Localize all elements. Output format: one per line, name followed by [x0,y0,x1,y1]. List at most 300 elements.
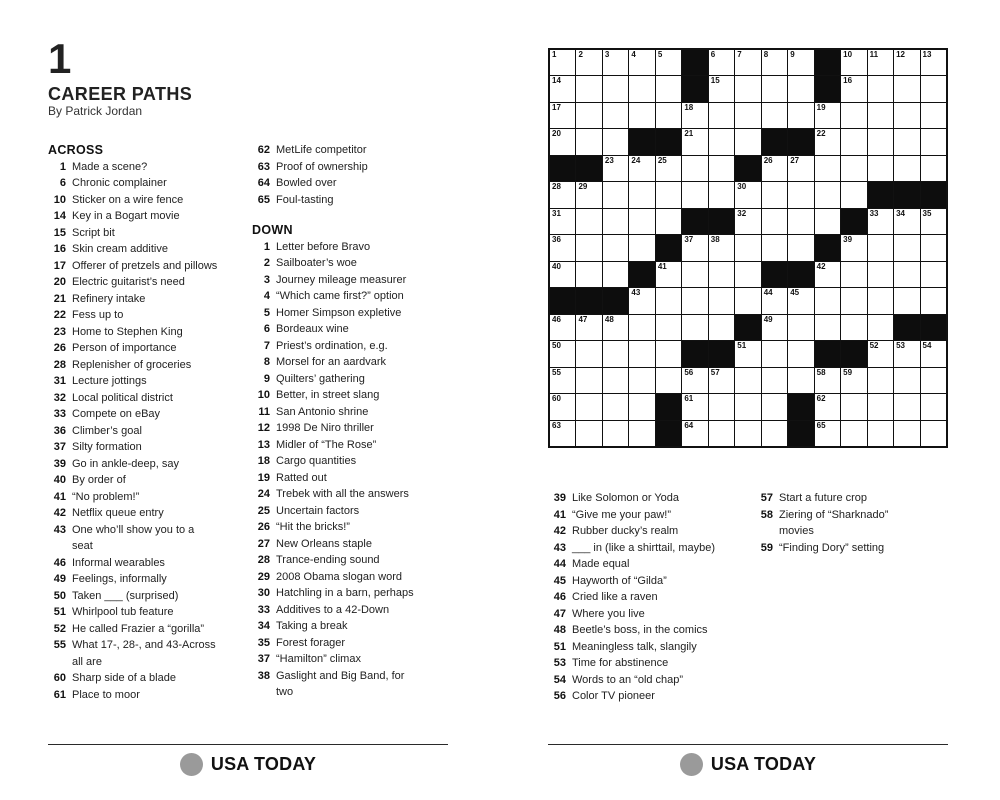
clue-number: 46 [553,591,566,603]
grid-cell[interactable] [815,368,840,393]
clue-item [48,208,248,225]
down-clue-list-column-2 [755,490,905,705]
grid-cell[interactable] [868,394,893,419]
cell-number: 10 [843,50,853,59]
grid-cell[interactable] [656,182,681,207]
grid-cell[interactable] [894,288,919,313]
grid-cell[interactable] [921,76,946,101]
clue-item [252,635,452,652]
grid-cell[interactable] [682,103,707,128]
grid-cell[interactable] [735,394,760,419]
grid-cell[interactable] [656,103,681,128]
grid-cell[interactable] [682,394,707,419]
grid-cell[interactable] [868,50,893,75]
across-clue-list [48,159,248,704]
clue-number: 39 [53,457,66,470]
clue-item [48,472,248,489]
grid-cell[interactable] [603,156,628,181]
grid-cell[interactable] [550,315,575,340]
clue-item [755,490,905,507]
grid-cell[interactable] [576,421,601,446]
clue-text: Color TV pioneer [572,690,655,702]
grid-cell[interactable] [656,341,681,366]
grid-black-cell [815,76,840,101]
grid-cell[interactable] [921,129,946,154]
grid-cell[interactable] [629,209,654,234]
grid-cell[interactable] [735,341,760,366]
grid-black-cell [682,341,707,366]
grid-cell[interactable] [815,394,840,419]
grid-cell[interactable] [921,103,946,128]
clue-item [252,552,452,569]
grid-cell[interactable] [868,76,893,101]
clue-item [252,651,452,668]
grid-cell[interactable] [550,76,575,101]
grid-cell[interactable] [735,209,760,234]
grid-cell[interactable] [735,129,760,154]
grid-cell[interactable] [735,103,760,128]
grid-cell[interactable] [815,262,840,287]
grid-cell[interactable] [762,76,787,101]
grid-cell[interactable] [550,341,575,366]
clue-item [252,453,452,470]
grid-cell[interactable] [576,235,601,260]
grid-cell[interactable] [894,235,919,260]
clue-text: Forest forager [276,636,346,649]
grid-cell[interactable] [921,421,946,446]
grid-cell[interactable] [735,288,760,313]
grid-cell[interactable] [894,209,919,234]
clue-number: 9 [263,372,270,385]
cell-number: 3 [604,50,610,59]
grid-cell[interactable] [656,76,681,101]
cell-number: 54 [922,341,932,351]
grid-cell[interactable] [629,394,654,419]
grid-cell[interactable] [682,315,707,340]
grid-cell[interactable] [682,129,707,154]
grid-cell[interactable] [709,262,734,287]
grid-cell[interactable] [762,394,787,419]
grid-cell[interactable] [550,50,575,75]
clue-item [252,371,452,388]
grid-black-cell [868,182,893,207]
grid-cell[interactable] [656,315,681,340]
grid-cell[interactable] [682,156,707,181]
clue-item [48,571,248,588]
cell-number: 6 [710,50,716,59]
grid-cell[interactable] [603,341,628,366]
clue-item [548,606,748,623]
grid-cell[interactable] [894,103,919,128]
cell-number: 4 [631,50,636,59]
grid-cell[interactable] [629,315,654,340]
grid-black-cell [656,394,681,419]
grid-cell[interactable] [868,315,893,340]
grid-cell[interactable] [762,209,787,234]
clue-item [48,406,248,423]
grid-cell[interactable] [921,262,946,287]
clue-number: 16 [53,243,66,255]
grid-cell[interactable] [603,103,628,128]
grid-cell[interactable] [629,156,654,181]
grid-cell[interactable] [868,235,893,260]
grid-cell[interactable] [709,50,734,75]
clue-item [252,192,452,209]
clue-text: Trance-ending sound [276,554,380,566]
clue-number: 58 [760,508,773,521]
grid-cell[interactable] [682,182,707,207]
clue-item [548,622,748,639]
clue-text: Electric guitarist’s need [72,276,185,288]
grid-cell[interactable] [550,209,575,234]
grid-cell[interactable] [762,288,787,313]
grid-cell[interactable] [576,76,601,101]
clue-item [48,225,248,242]
clue-item [548,688,748,705]
grid-cell[interactable] [603,315,628,340]
grid-cell[interactable] [921,288,946,313]
cell-number: 39 [843,235,853,245]
grid-cell[interactable] [709,76,734,101]
clue-text: Local political district [72,391,173,404]
grid-cell[interactable] [841,103,866,128]
clue-item [252,272,452,289]
grid-cell[interactable] [921,209,946,234]
grid-cell[interactable] [894,341,919,366]
grid-cell[interactable] [841,50,866,75]
grid-cell[interactable] [735,50,760,75]
cell-number: 20 [552,129,561,139]
grid-cell[interactable] [576,315,601,340]
grid-cell[interactable] [788,156,813,181]
grid-cell[interactable] [576,129,601,154]
grid-cell[interactable] [550,368,575,393]
grid-cell[interactable] [894,368,919,393]
grid-cell[interactable] [656,262,681,287]
clue-number: 29 [257,570,270,583]
clue-text: Silty formation [72,441,142,453]
grid-cell[interactable] [656,156,681,181]
clue-number: 60 [53,672,66,684]
clue-number: 30 [257,587,270,599]
clue-number: 7 [263,339,270,352]
grid-cell[interactable] [550,394,575,419]
grid-cell[interactable] [894,421,919,446]
cell-number: 24 [631,155,641,165]
clue-text: Whirlpool tub feature [72,606,174,618]
cell-number: 55 [552,367,561,377]
grid-cell[interactable] [815,288,840,313]
grid-cell[interactable] [603,209,628,234]
grid-cell[interactable] [682,235,707,260]
cell-number: 27 [790,155,800,165]
clue-number: 27 [257,537,270,550]
clue-text: New Orleans staple [276,537,372,550]
cell-number: 16 [843,76,853,86]
grid-cell[interactable] [709,288,734,313]
grid-cell[interactable] [576,182,601,207]
grid-cell[interactable] [921,235,946,260]
grid-cell[interactable] [815,315,840,340]
clue-text: Home to Stephen King [72,325,183,338]
grid-cell[interactable] [656,209,681,234]
grid-cell[interactable] [576,394,601,419]
grid-cell[interactable] [629,76,654,101]
grid-cell[interactable] [841,288,866,313]
grid-cell[interactable] [788,103,813,128]
clue-number: 52 [53,622,66,635]
grid-cell[interactable] [868,262,893,287]
grid-cell[interactable] [894,156,919,181]
grid-cell[interactable] [894,129,919,154]
grid-cell[interactable] [709,182,734,207]
grid-cell[interactable] [868,341,893,366]
clue-item [548,540,748,557]
grid-cell[interactable] [735,421,760,446]
right-page-footer [548,744,948,776]
grid-cell[interactable] [550,421,575,446]
clue-number: 17 [53,259,66,272]
grid-cell[interactable] [788,76,813,101]
grid-cell[interactable] [788,368,813,393]
grid-cell[interactable] [841,156,866,181]
clue-item [252,519,452,536]
grid-cell[interactable] [629,421,654,446]
down-clue-list [252,239,452,701]
cell-number: 23 [604,155,614,165]
grid-cell[interactable] [629,103,654,128]
grid-cell[interactable] [603,129,628,154]
clue-text: Go in ankle-deep, say [72,457,180,470]
cell-number: 47 [578,314,588,324]
grid-cell[interactable] [868,103,893,128]
grid-cell[interactable] [868,288,893,313]
grid-cell[interactable] [603,262,628,287]
grid-cell[interactable] [709,315,734,340]
grid-cell[interactable] [576,209,601,234]
grid-cell[interactable] [762,421,787,446]
grid-cell[interactable] [603,235,628,260]
grid-cell[interactable] [550,129,575,154]
clue-text: Informal wearables [72,556,165,569]
clue-text: Feelings, informally [72,573,167,585]
cell-number: 56 [684,367,694,377]
grid-cell[interactable] [921,394,946,419]
clue-text: Start a future crop [779,492,868,504]
grid-cell[interactable] [815,182,840,207]
grid-cell[interactable] [841,368,866,393]
grid-cell[interactable] [762,103,787,128]
clue-item [548,490,748,507]
grid-cell[interactable] [682,421,707,446]
grid-cell[interactable] [603,76,628,101]
clue-number: 45 [553,574,566,587]
clue-item [48,258,248,275]
grid-cell[interactable] [603,368,628,393]
grid-cell[interactable] [894,50,919,75]
grid-cell[interactable] [841,315,866,340]
grid-cell[interactable] [788,288,813,313]
clue-number: 28 [53,358,66,371]
grid-cell[interactable] [762,368,787,393]
clue-text: Sharp side of a blade [72,672,176,684]
grid-cell[interactable] [735,368,760,393]
cell-number: 1 [552,50,557,59]
cell-number: 13 [922,50,932,59]
grid-cell[interactable] [868,421,893,446]
grid-cell[interactable] [921,368,946,393]
clue-item [252,437,452,454]
grid-cell[interactable] [788,209,813,234]
grid-cell[interactable] [815,209,840,234]
grid-cell[interactable] [762,235,787,260]
grid-cell[interactable] [815,129,840,154]
grid-cell[interactable] [576,103,601,128]
grid-cell[interactable] [603,394,628,419]
grid-cell[interactable] [921,50,946,75]
grid-cell[interactable] [894,76,919,101]
grid-cell[interactable] [576,50,601,75]
clue-number: 4 [263,290,270,302]
grid-cell[interactable] [629,50,654,75]
grid-cell[interactable] [629,341,654,366]
grid-cell[interactable] [576,262,601,287]
grid-cell[interactable] [709,235,734,260]
grid-cell[interactable] [815,156,840,181]
grid-cell[interactable] [709,368,734,393]
clue-text: Fess up to [72,309,124,321]
clue-number: 6 [59,177,66,189]
grid-cell[interactable] [709,103,734,128]
grid-cell[interactable] [709,421,734,446]
cell-number: 49 [763,314,773,324]
clue-item [252,618,452,635]
grid-cell[interactable] [788,341,813,366]
clue-text: What 17-, 28-, and 43-Across all are [72,639,216,668]
grid-cell[interactable] [841,235,866,260]
grid-cell[interactable] [788,235,813,260]
grid-cell[interactable] [762,156,787,181]
grid-cell[interactable] [709,156,734,181]
grid-cell[interactable] [868,209,893,234]
grid-cell[interactable] [762,50,787,75]
cell-number: 15 [710,76,720,86]
grid-cell[interactable] [762,315,787,340]
grid-cell[interactable] [841,129,866,154]
grid-cell[interactable] [762,182,787,207]
clue-number: 63 [257,160,270,173]
grid-cell[interactable] [921,156,946,181]
grid-cell[interactable] [868,129,893,154]
grid-cell[interactable] [815,103,840,128]
grid-cell[interactable] [735,76,760,101]
cell-number: 7 [737,50,742,59]
clue-text: Netflix queue entry [72,507,164,519]
clue-number: 51 [553,640,566,653]
cell-number: 31 [552,208,561,218]
grid-cell[interactable] [576,368,601,393]
grid-cell[interactable] [550,262,575,287]
cell-number: 26 [763,155,773,165]
clue-text: Foul-tasting [276,193,334,206]
grid-cell[interactable] [841,421,866,446]
grid-cell[interactable] [603,50,628,75]
brand-wordmark: USA TODAY [210,754,317,774]
grid-cell[interactable] [788,182,813,207]
cell-number: 14 [552,76,561,86]
grid-cell[interactable] [868,368,893,393]
puzzle-title: CAREER PATHS [48,84,193,104]
grid-cell[interactable] [629,368,654,393]
grid-cell[interactable] [550,235,575,260]
grid-cell[interactable] [629,288,654,313]
grid-cell[interactable] [682,368,707,393]
clue-text: Morsel for an aardvark [276,356,387,368]
grid-cell[interactable] [841,182,866,207]
grid-cell[interactable] [709,129,734,154]
grid-cell[interactable] [550,182,575,207]
grid-cell[interactable] [656,368,681,393]
grid-cell[interactable] [815,421,840,446]
grid-cell[interactable] [841,76,866,101]
grid-cell[interactable] [788,315,813,340]
clue-number: 2 [263,257,270,269]
grid-cell[interactable] [682,288,707,313]
clue-item [48,274,248,291]
clue-number: 22 [53,309,66,321]
puzzle-byline: By Patrick Jordan [48,104,143,118]
clue-item [252,142,452,159]
grid-black-cell [921,182,946,207]
grid-cell[interactable] [576,341,601,366]
clue-item [252,404,452,421]
grid-cell[interactable] [550,103,575,128]
grid-cell[interactable] [656,288,681,313]
clue-item [48,390,248,407]
cell-number: 12 [896,50,905,59]
clue-text: Beetle’s boss, in the comics [572,624,708,636]
clue-text: MetLife competitor [276,144,367,156]
grid-cell[interactable] [841,262,866,287]
grid-cell[interactable] [603,182,628,207]
clue-text: Lecture jottings [72,375,147,387]
grid-cell[interactable] [682,262,707,287]
cell-number: 17 [552,102,561,112]
grid-cell[interactable] [868,156,893,181]
grid-cell[interactable] [894,394,919,419]
grid-cell[interactable] [629,182,654,207]
grid-cell[interactable] [629,235,654,260]
cell-number: 11 [869,50,879,59]
grid-cell[interactable] [894,262,919,287]
cell-number: 28 [552,182,561,192]
grid-cell[interactable] [921,341,946,366]
clue-number: 20 [53,276,66,288]
clue-text: Trebek with all the answers [276,488,409,500]
grid-cell[interactable] [788,50,813,75]
grid-cell[interactable] [709,394,734,419]
clue-text: Gaslight and Big Band, for two [276,669,405,698]
grid-cell[interactable] [762,341,787,366]
grid-cell[interactable] [841,394,866,419]
cell-number: 34 [896,208,905,218]
grid-cell[interactable] [735,262,760,287]
grid-black-cell [656,235,681,260]
grid-cell[interactable] [603,421,628,446]
grid-cell[interactable] [735,235,760,260]
grid-cell[interactable] [656,50,681,75]
grid-cell[interactable] [735,182,760,207]
